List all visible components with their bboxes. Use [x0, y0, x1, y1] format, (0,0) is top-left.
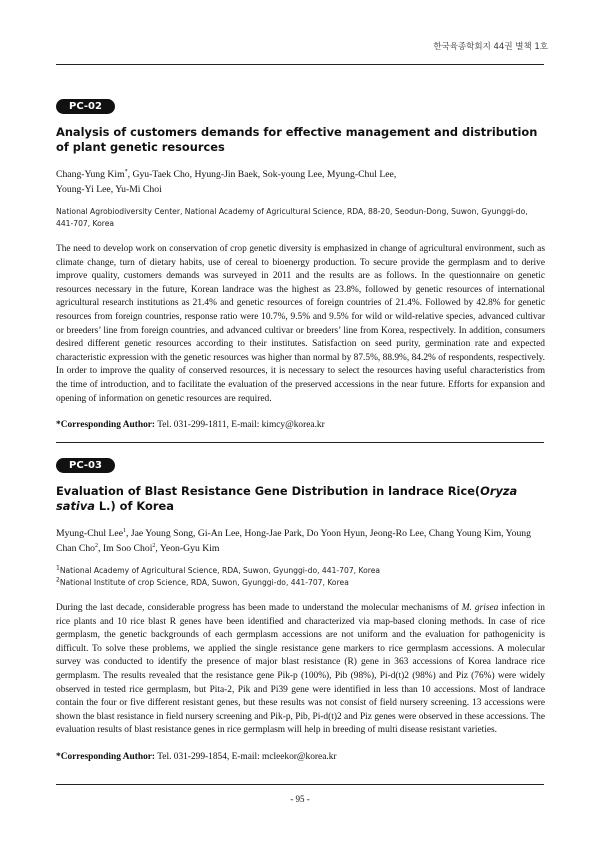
- article-title: [56, 484, 545, 514]
- author-name: Myung-Chul Lee: [56, 528, 123, 539]
- footer-rule: [56, 784, 544, 785]
- author-mark: 2: [95, 542, 99, 549]
- title-species: Oryza sativa: [56, 484, 518, 513]
- author-name: Chang-Yung Kim: [56, 169, 125, 180]
- abstract-text: [56, 602, 545, 738]
- author-mark: *: [124, 168, 128, 175]
- title-part: Evaluation of Blast Resistance Gene Distribution in landrace Rice(: [56, 484, 481, 498]
- abstract-part: infection in rice plants and 10 rice blast R genes have been identified and characterized via map-based cloning methods. In case of rice germplasm, the genetic backgrounds of each germplasm accessions are not uniform and the evaluation for pathogenicity is difficult. To solve these problems, we applied the single resistance gene markers to rice germplasm accessions. A molecular survey was conducted to identify the presence of major blast resistance (R) gene in 363 accessions of Korea landrace rice germplasm. The results revealed that the resistance gene Pik-p (100%), Pib (98%), Pi-d(t)2 (98%) and Piz (76%) were widely observed in tested rice germplasm, but Pita-2, Pik and Pi39 gene were identified in less than 10 accessions. Most of landrace contain the four or five different resistant genes, but these results was not consist of field nursery screening. 13 accessions were shown the blast resistance in field nursery screening and Pik-p, Pib, Pi-d(t)2 and Piz genes were observed in these accessions. The evaluation results of blast resistance genes in rice germplasm will help in breeding of multi disease resistant varieties.: [56, 603, 545, 736]
- article-title: Analysis of customers demands for effective management and distribution of plant genetic resources: [56, 125, 538, 154]
- journal-header: 한국육종학회지 44권 별책 1호: [433, 42, 548, 52]
- corresponding-author: [56, 419, 545, 432]
- corresponding-label: *Corresponding Author:: [56, 420, 156, 431]
- abstract-part: During the last decade, considerable progress has been made to understand the molecular mechanisms of: [56, 603, 462, 613]
- section-divider: [56, 442, 544, 443]
- header-rule: [56, 64, 544, 65]
- affiliation-list: [56, 565, 545, 589]
- corresponding-label: *Corresponding Author:: [56, 751, 156, 762]
- pathogen-name: M. grisea: [461, 603, 499, 613]
- affiliation-2: National Institute of crop Science, RDA, Suwon, Gyunggi-do, 441-707, Korea: [59, 578, 349, 587]
- author-names: Young-Yi Lee, Yu-Mi Choi: [56, 184, 162, 195]
- author-names: , Jae Young Song, Gi-An Lee, Hong-Jae Park, Do Yoon Hyun, Jeong-Ro Lee, Chang Young Kim, Young Chan Cho: [56, 528, 531, 554]
- affiliation-1: National Academy of Agricultural Science, RDA, Suwon, Gyunggi-do, 441-707, Korea: [59, 566, 381, 575]
- author-names: , Gyu-Taek Cho, Hyung-Jin Baek, Sok-young Lee, Myung-Chul Lee,: [127, 169, 397, 180]
- affiliation: National Agrobiodiversity Center, National Academy of Agricultural Science, RDA, 88-20, Seodun-Dong, Suwon, Gyunggi-do, 441-707, Korea: [56, 207, 528, 228]
- author-names: , Im Soo Choi: [98, 543, 153, 554]
- affil-mark: 1: [56, 564, 60, 572]
- corresponding-contact: Tel. 031-299-1854, E-mail: mcleekor@korea.kr: [155, 751, 337, 762]
- affil-mark: 2: [56, 576, 60, 584]
- corresponding-author: [56, 751, 545, 764]
- article-badge: PC-02: [56, 99, 115, 114]
- title-part: L.) of Korea: [94, 499, 174, 513]
- corresponding-contact: Tel. 031-299-1811, E-mail: kimcy@korea.kr: [155, 420, 325, 431]
- author-mark: 2: [152, 542, 156, 549]
- author-mark: 1: [123, 527, 126, 534]
- author-names: , Yeon-Gyu Kim: [155, 543, 220, 554]
- author-list: [56, 167, 545, 197]
- article-pc-02: [56, 96, 545, 432]
- author-list: [56, 526, 545, 556]
- page-number: - 95 -: [290, 794, 310, 804]
- abstract-text: The need to develop work on conservation of crop genetic diversity is emphasized in change of agricultural environment, such as climate change, turn of dietary habits, use of cereal to bioenergy production. To secure provide the germplasm and to derive improve quality, customers demands was surveyed in 2011 and the results are as follows. In the questionnaire on genetic resources necessary in the future, Korean landrace was the highest as 23.8%, followed by genetic resources of international agricultural research institutions as 21.4% and genetic resources of foreign countries of 21.4%. Followed by 42.8% for genetic resources from foreign countries, response ratio were 10.7%, 9.5% and 9.5% for wild or wild-relative species, advanced cultivar or breeders’ line from foreign countries, and advanced cultivar or breeders’ line from Korea, respectively. In addition, consumers desired different genetic resources according to their institutes. Satisfaction on seed purity, germination rate and expected characteristic expression with the genetic resources was higher than normal by 87.5%, 88.9%, 84.2% of respondents, respectively. In order to improve the quality of conserved resources, it is necessary to select the resources having useful characteristics from the time of introduction, and to facilitate the evaluation of the preserved accessions in the near future. Efforts for expansion and opening of information on genetic resources are required.: [56, 244, 545, 404]
- article-pc-03: [56, 455, 545, 764]
- article-badge: PC-03: [56, 458, 115, 473]
